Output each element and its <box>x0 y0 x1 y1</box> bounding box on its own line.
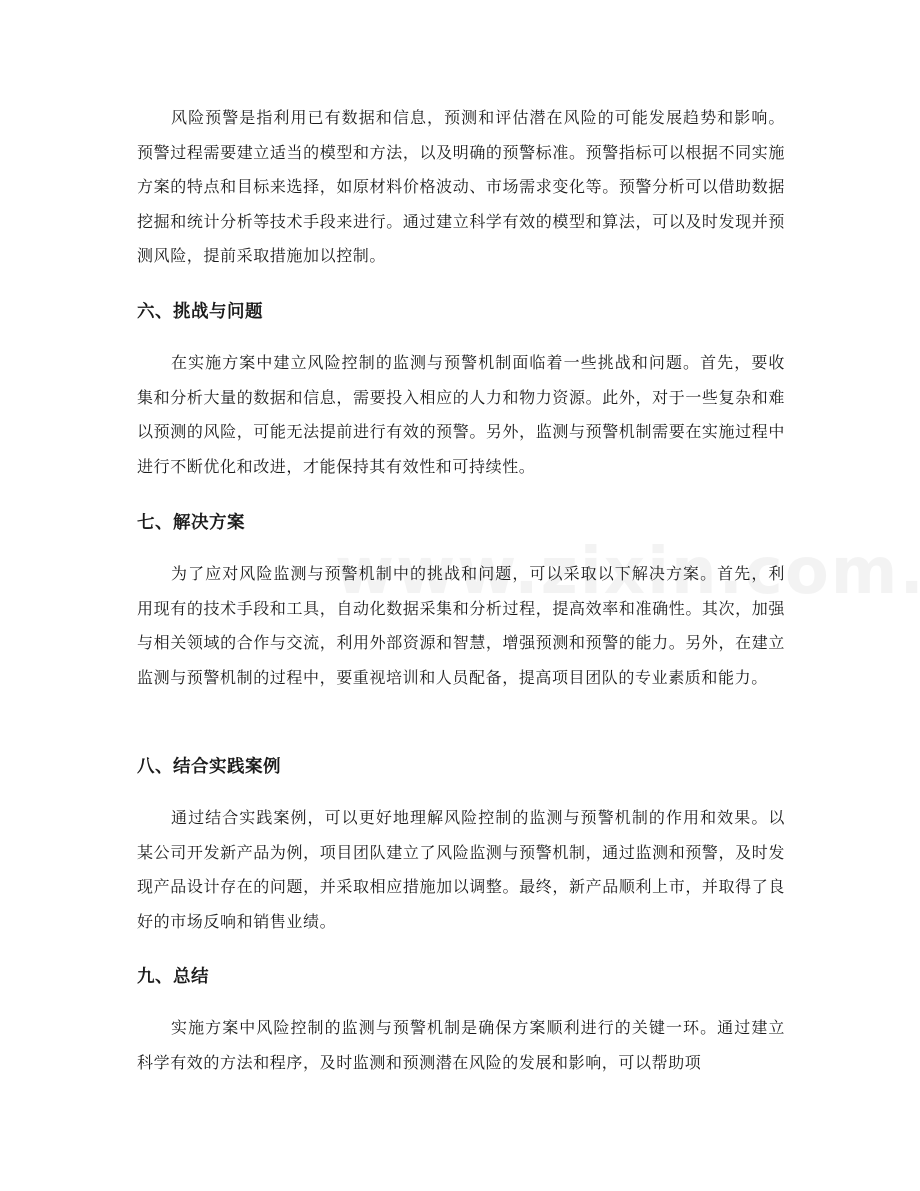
section-heading-summary <box>137 964 785 990</box>
section-heading-challenges <box>137 299 785 325</box>
paragraph-case-study <box>137 801 785 939</box>
paragraph-text: 在实施方案中建立风险控制的监测与预警机制面临着一些挑战和问题。首先，要收集和分析大量的数据和信息，需要投入相应的人力和物力资源。此外，对于一些复杂和难以预测的风险，可能无法提前进行有效的预警。另外，监测与预警机制需要在实施过程中进行不断优化和改进，才能保持其有效性和可持续性。 <box>137 353 785 476</box>
paragraph-risk-warning <box>137 101 785 274</box>
section-heading: 八、结合实践案例 <box>137 757 281 777</box>
section-heading-solutions <box>137 510 785 536</box>
paragraph-text: 为了应对风险监测与预警机制中的挑战和问题，可以采取以下解决方案。首先，利用现有的技术手段和工具，自动化数据采集和分析过程，提高效率和准确性。其次，加强与相关领域的合作与交流，利用外部资源和智慧，增强预测和预警的能力。另外，在建立监测与预警机制的过程中，要重视培训和人员配备，提高项目团队的专业素质和能力。 <box>137 564 785 687</box>
section-heading: 九、总结 <box>137 967 209 987</box>
paragraph-solutions <box>137 557 785 695</box>
paragraph-summary <box>137 1011 785 1080</box>
section-heading-case-study <box>137 754 785 780</box>
paragraph-challenges <box>137 346 785 484</box>
paragraph-text: 通过结合实践案例，可以更好地理解风险控制的监测与预警机制的作用和效果。以某公司开发新产品为例，项目团队建立了风险监测与预警机制，通过监测和预警，及时发现产品设计存在的问题，并采取相应措施加以调整。最终，新产品顺利上市，并取得了良好的市场反响和销售业绩。 <box>137 808 785 931</box>
section-heading: 七、解决方案 <box>137 513 245 533</box>
paragraph-text: 实施方案中风险控制的监测与预警机制是确保方案顺利进行的关键一环。通过建立科学有效的方法和程序，及时监测和预测潜在风险的发展和影响，可以帮助项 <box>137 1018 785 1072</box>
section-heading: 六、挑战与问题 <box>137 302 263 322</box>
paragraph-text: 风险预警是指利用已有数据和信息，预测和评估潜在风险的可能发展趋势和影响。预警过程需要建立适当的模型和方法，以及明确的预警标准。预警指标可以根据不同实施方案的特点和目标来选择，如原材料价格波动、市场需求变化等。预警分析可以借助数据挖掘和统计分析等技术手段来进行。通过建立科学有效的模型和算法，可以及时发现并预测风险，提前采取措施加以控制。 <box>137 108 785 266</box>
